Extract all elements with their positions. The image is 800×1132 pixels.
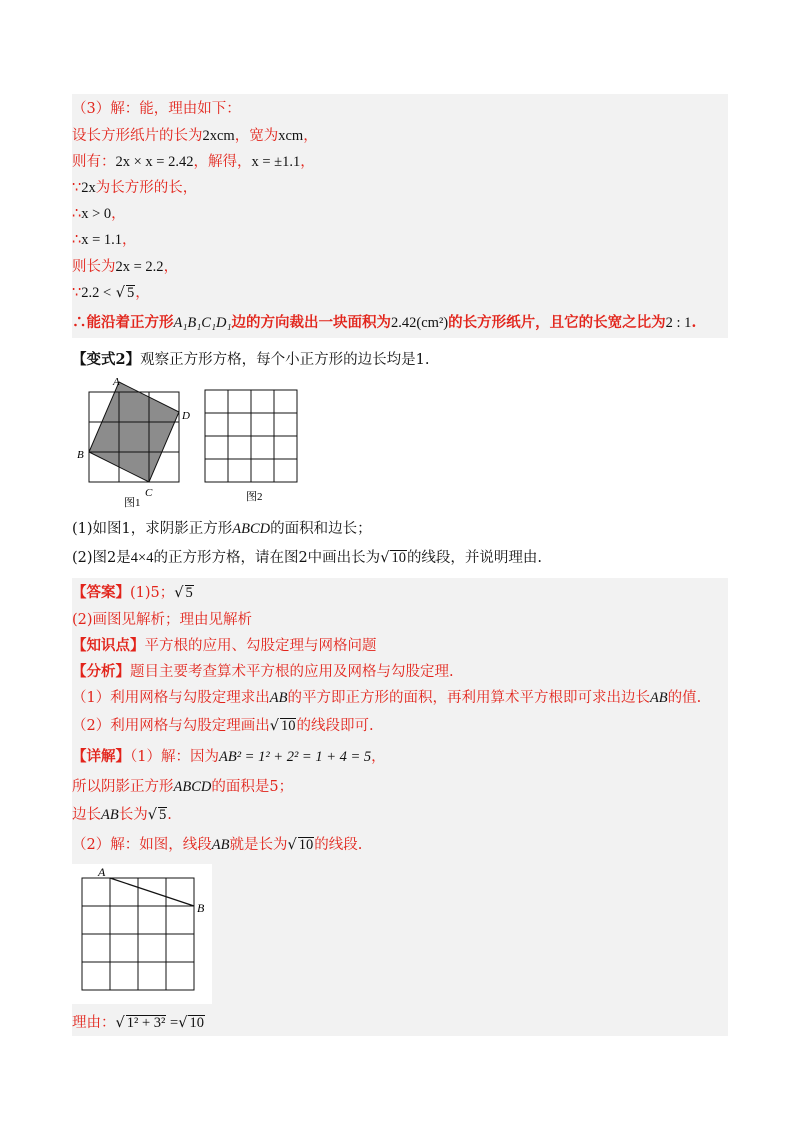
figure-3 xyxy=(72,864,212,1004)
fig1-label-d: D xyxy=(182,410,190,422)
figure-1 xyxy=(77,376,190,509)
analysis-step-1: （1）利用网格与勾股定理求出AB的平方即正方形的面积，再利用算术平方根即可求出边长AB的值. xyxy=(72,690,702,706)
part3-line-4: ∵2x为长方形的长， xyxy=(72,180,198,196)
reason-line: 理由：√ 1² + 3² =√ 10 xyxy=(72,1015,204,1031)
part3-line-9: ∴能沿着正方形A₁B₁C₁D₁边的方向裁出一块面积为2.42(cm²)的长方形纸片，且它的长宽之比为2 : 1. xyxy=(72,314,697,331)
figures-1-2 xyxy=(72,372,332,512)
fig2-caption: 图2 xyxy=(246,491,263,503)
answer-panel xyxy=(72,578,728,1036)
detail-line-2: 所以阴影正方形ABCD的面积是5； xyxy=(72,779,294,795)
fig3-label-b: B xyxy=(197,901,205,915)
shaded-square-abcd xyxy=(89,382,179,482)
fig1-caption: 图1 xyxy=(124,497,141,509)
variant-tag: 【变式2】 xyxy=(72,351,141,368)
question-1: (1)如图1，求阴影正方形ABCD的面积和边长； xyxy=(72,521,372,537)
fig1-label-c: C xyxy=(145,487,153,499)
figure-2 xyxy=(205,390,297,482)
part3-line-6: ∴x = 1.1， xyxy=(72,232,137,248)
detail-line-1: 【详解】（1）解：因为AB² = 1² + 2² = 1 + 4 = 5， xyxy=(72,748,386,765)
part3-line-8: ∵2.2 < √ 5， xyxy=(72,285,150,301)
fig3-label-a: A xyxy=(98,865,106,879)
analysis-step-2: （2）利用网格与勾股定理画出√ 10的线段即可. xyxy=(72,718,374,734)
question-2: (2)图2是4×4的正方形方格，请在图2中画出长为√ 10的线段，并说明理由. xyxy=(72,550,543,566)
fig1-label-a: A xyxy=(113,376,120,388)
part3-line-5: ∴x > 0， xyxy=(72,206,126,222)
variant-statement: 【变式2】观察正方形方格，每个小正方形的边长均是1. xyxy=(72,351,430,368)
detail-line-4: （2）解：如图，线段AB就是长为√ 10的线段. xyxy=(72,837,363,853)
detail-line-3: 边长AB长为√ 5. xyxy=(72,807,172,823)
answer-line-2: (2)画图见解析；理由见解析 xyxy=(72,612,253,628)
part3-line-2: 设长方形纸片的长为2xcm，宽为xcm， xyxy=(72,128,318,144)
part3-line-3: 则有：2x × x = 2.42，解得，x = ±1.1， xyxy=(72,154,315,170)
answer-line-1: 【答案】(1)5；√ 5 xyxy=(72,584,193,601)
fig1-label-b: B xyxy=(77,449,84,461)
analysis-line: 【分析】题目主要考查算术平方根的应用及网格与勾股定理. xyxy=(72,663,454,680)
solution-part3-panel xyxy=(72,94,728,338)
part3-line-7: 则长为2x = 2.2， xyxy=(72,259,179,275)
knowledge-point-line: 【知识点】平方根的应用、勾股定理与网格问题 xyxy=(72,637,377,654)
part3-line-1: （3）解：能，理由如下： xyxy=(72,101,241,117)
